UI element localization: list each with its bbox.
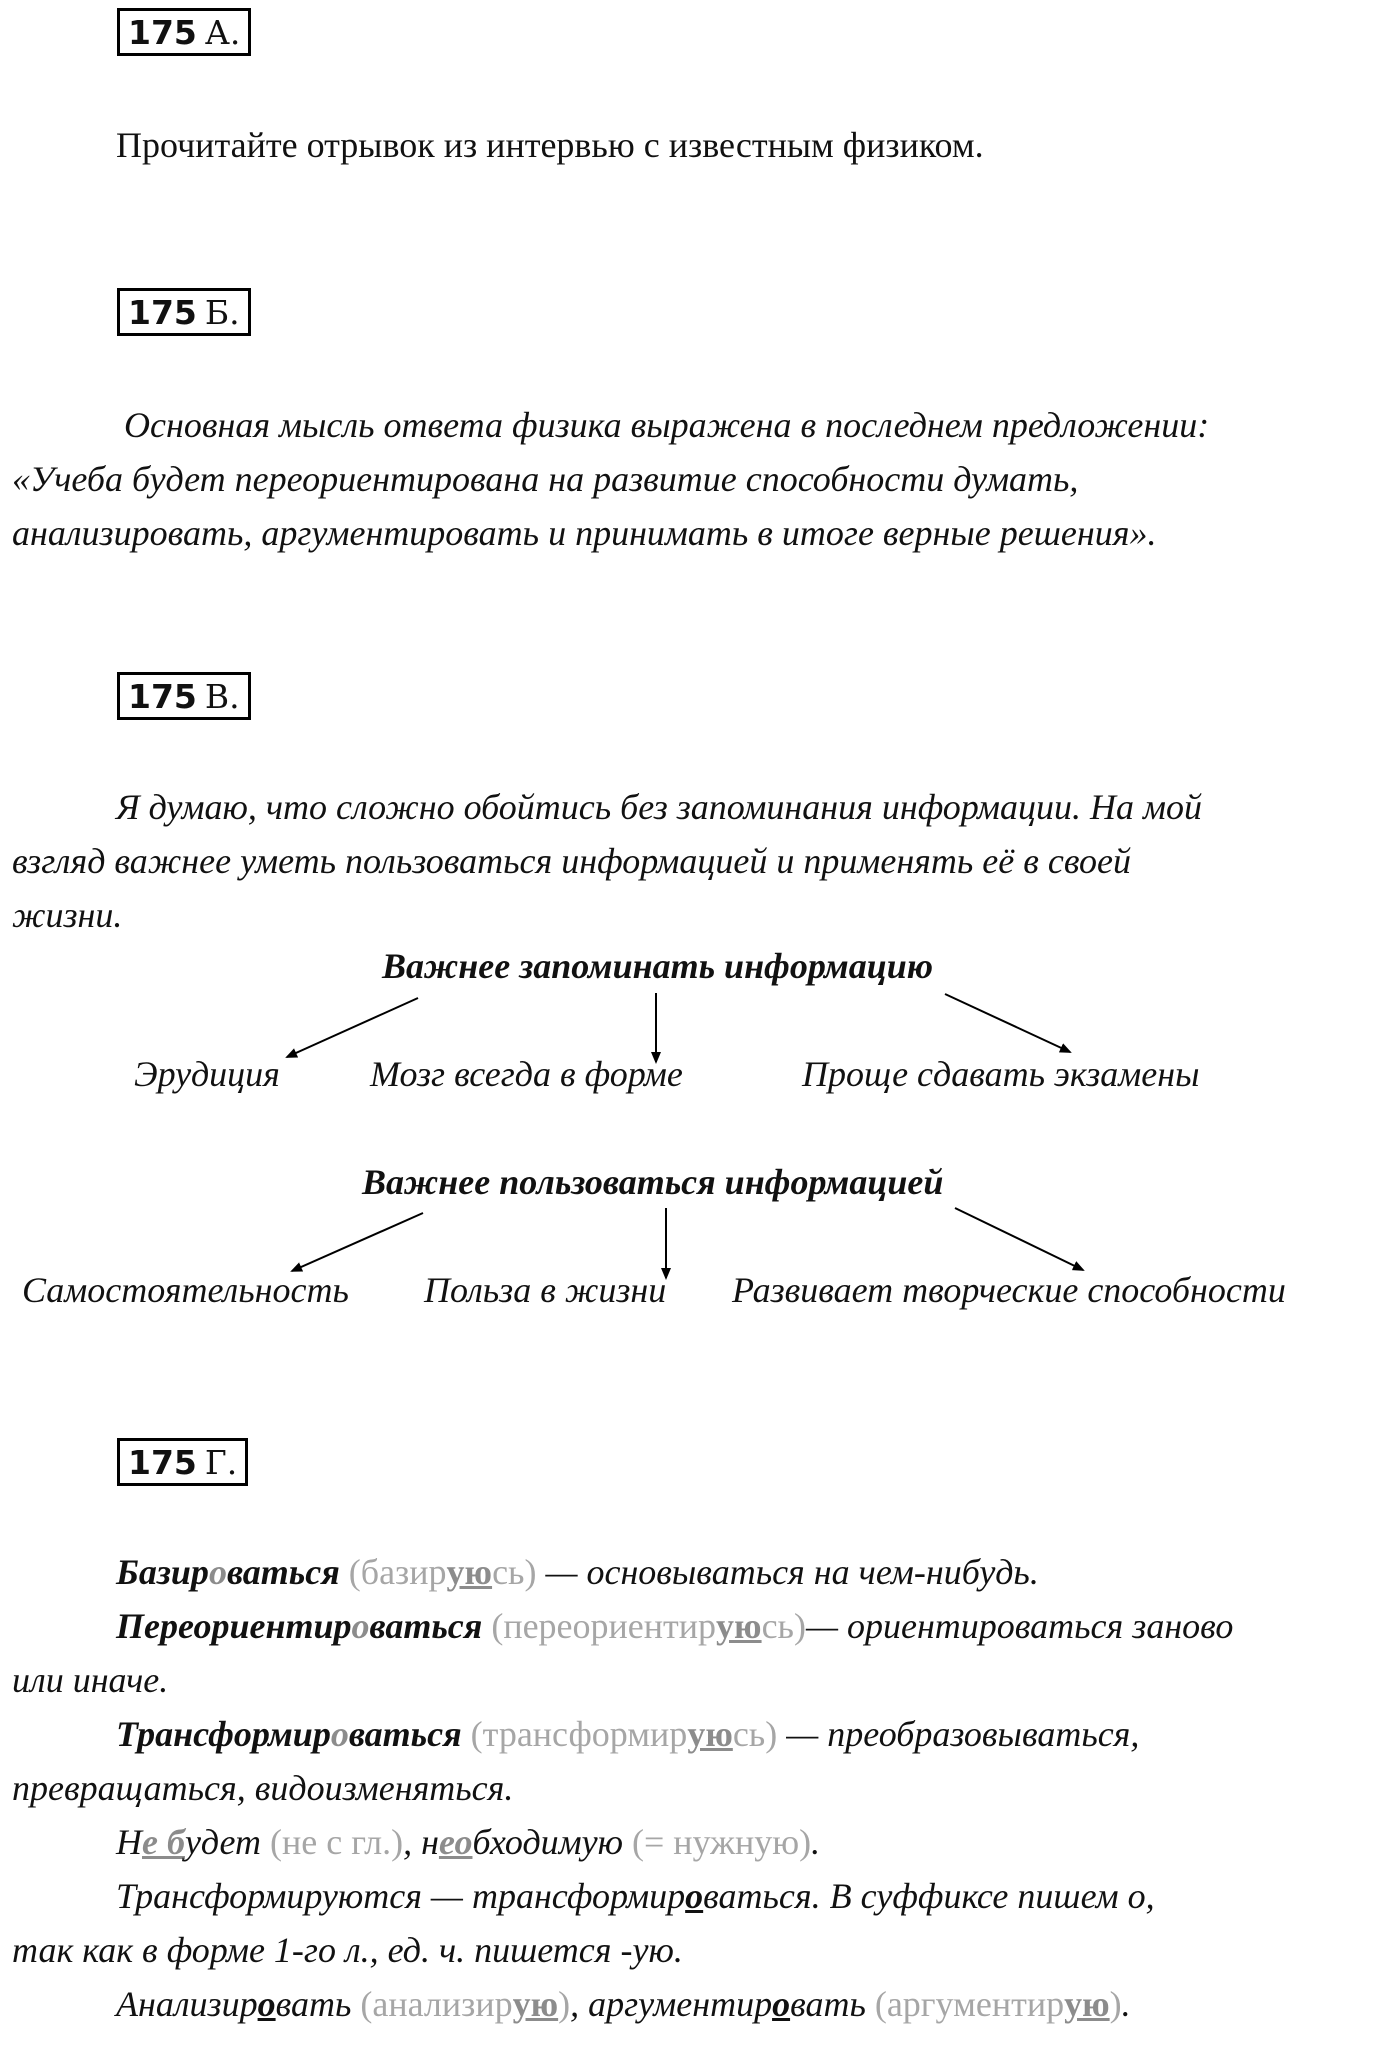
entry-transformirovatsya [12, 1707, 1392, 1761]
task-g-text [12, 1545, 1392, 2031]
arrow-line [945, 994, 1070, 1052]
section-number: 175 [128, 676, 197, 716]
task-v-line: Я думаю, что сложно обойтись без запоминания информации. На мой [116, 787, 1202, 827]
entry-word: ваться [369, 1606, 483, 1646]
entry-text: удет [184, 1822, 261, 1862]
entry-text: бходимую [472, 1822, 624, 1862]
entry-hint [471, 1714, 778, 1754]
entry-text: вать [790, 1984, 866, 2024]
hint-text: ) [558, 1984, 571, 2024]
section-letter: В. [204, 676, 240, 716]
entry-highlight: о [257, 1984, 276, 2024]
entry-text: . [811, 1822, 821, 1862]
diagram2-item: Самостоятельность [22, 1270, 349, 1310]
hint-ending: ую [512, 1984, 559, 2024]
hint-ending: ую [716, 1606, 762, 1646]
entry-hint [349, 1552, 537, 1592]
hint-text: (анализир [351, 1984, 513, 2024]
entry-text: , н [403, 1822, 439, 1862]
entry-vowel: о [208, 1552, 227, 1592]
entry-definition: — основываться на чем-нибудь. [536, 1552, 1039, 1592]
section-number: 175 [128, 12, 197, 52]
entry-highlight: о [772, 1984, 791, 2024]
entry-definition: — преобразовываться, [777, 1714, 1140, 1754]
entry-hint [351, 1984, 570, 2024]
section-number: 175 [128, 292, 197, 332]
entry-word: Базир [116, 1552, 209, 1592]
entry-analizirovat [12, 1977, 1392, 2031]
section-letter: Г. [204, 1442, 238, 1482]
diagram2-title: Важнее пользоваться информацией [362, 1162, 944, 1202]
hint-ending: ую [687, 1714, 733, 1754]
entry-text: . [1121, 1984, 1131, 2024]
section-letter: А. [204, 12, 241, 52]
hint-text: сь) [492, 1552, 537, 1592]
task-b-line: «Учеба будет переориентирована на развитие способности думать, [12, 459, 1079, 499]
entry-word: Переориентир [116, 1606, 352, 1646]
entry-highlight: ео [438, 1822, 473, 1862]
entry-text: Н [116, 1822, 142, 1862]
diagram2-item: Польза в жизни [424, 1270, 667, 1310]
entry-highlight: о [685, 1876, 704, 1916]
arrow-line [955, 1208, 1083, 1270]
hint-text: сь) [761, 1606, 806, 1646]
hint-text: ) [1109, 1984, 1122, 2024]
entry-bazirovatsya [12, 1545, 1392, 1599]
entry-vowel: о [330, 1714, 349, 1754]
hint-text: сь) [732, 1714, 778, 1754]
entry-highlight: е б [142, 1822, 185, 1862]
diagram1-item: Проще сдавать экзамены [802, 1054, 1200, 1094]
entry-definition-cont: или иначе. [12, 1660, 169, 1700]
entry-text: Трансформируются — трансформир [116, 1876, 686, 1916]
entry-text: вать [275, 1984, 352, 2024]
task-v-line: взгляд важнее уметь пользоваться информацией и применять её в своей [12, 841, 1131, 881]
entry-definition-cont: превращаться, видоизменяться. [12, 1768, 514, 1808]
arrow-line [292, 1213, 423, 1271]
diagram1-item: Мозг всегда в форме [370, 1054, 683, 1094]
task-b-line: анализировать, аргументировать и принимать в итоге верные решения». [12, 513, 1157, 553]
section-label-175g [117, 1438, 248, 1486]
arrow-line [287, 998, 418, 1057]
entry-hint: (не с гл.) [260, 1822, 404, 1862]
task-v-line: жизни. [12, 895, 123, 935]
hint-ending: ую [1064, 1984, 1110, 2024]
section-letter: Б. [204, 292, 240, 332]
entry-hint: (= нужную) [623, 1822, 812, 1862]
diagram2-item: Развивает творческие способности [732, 1270, 1286, 1310]
entry-word: ваться [348, 1714, 462, 1754]
entry-word: ваться [226, 1552, 340, 1592]
diagram1-item: Эрудиция [134, 1054, 280, 1094]
entry-text: Анализир [116, 1984, 258, 2024]
entry-text-cont: так как в форме 1-го л., ед. ч. пишется -ую. [12, 1930, 683, 1970]
entry-hint [866, 1984, 1122, 2024]
task-b-line: Основная мысль ответа физика выражена в последнем предложении: [124, 405, 1210, 445]
entry-ne-budet [12, 1815, 1392, 1869]
entry-transformiruyutsya [12, 1869, 1392, 1923]
entry-hint [491, 1606, 806, 1646]
section-number: 175 [128, 1442, 197, 1482]
task-a-text: Прочитайте отрывок из интервью с известным физиком. [116, 125, 984, 165]
entry-vowel: о [351, 1606, 370, 1646]
entry-word: Трансформир [116, 1714, 331, 1754]
hint-text: (базир [348, 1552, 447, 1592]
hint-text: (трансформир [470, 1714, 688, 1754]
hint-ending: ую [446, 1552, 493, 1592]
entry-pereorientirovatsya [12, 1599, 1392, 1653]
diagram1-title: Важнее запоминать информацию [382, 946, 934, 986]
hint-text: (переориентир [491, 1606, 717, 1646]
hint-text: (аргументир [865, 1984, 1065, 2024]
entry-text: , аргументир [570, 1984, 773, 2024]
entry-text: ваться. В суффиксе пишем о, [703, 1876, 1155, 1916]
entry-definition: — ориентироваться заново [805, 1606, 1234, 1646]
